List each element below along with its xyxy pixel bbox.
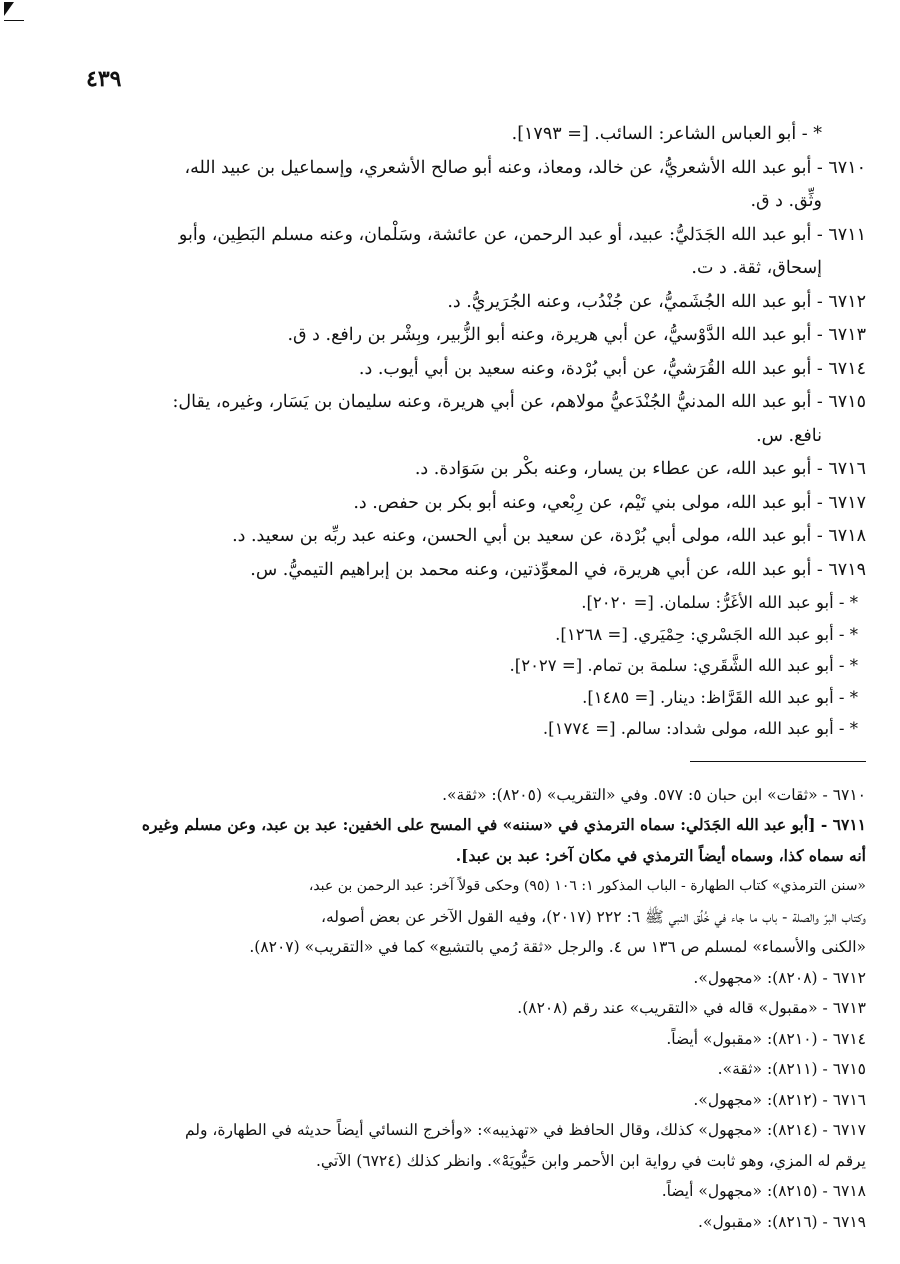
entry-6716: ٦٧١٦ - أبو عبد الله، عن عطاء بن يسار، وعنه بكْر بن سَوَادة. د.: [414, 459, 866, 479]
entry-6718: ٦٧١٨ - أبو عبد الله، مولى أبي بُرْدة، عن سعيد بن أبي الحسن، وعنه عبد ربِّه بن سعيد. د.: [232, 526, 866, 546]
footnote-6711-continuation: أنه سماه كذا، وسماه أيضاً الترمذي في مكان آخر: عبد بن عبد].: [455, 845, 866, 865]
entry-6717: ٦٧١٧ - أبو عبد الله، مولى بني تَيْم، عن رِبْعي، وعنه أبو بكر بن حفص. د.: [353, 492, 866, 513]
entry-cross-reference: * - أبو العباس الشاعر: السائب. [= ١٧٩٣].: [511, 124, 822, 144]
footnotes: [80, 780, 866, 1238]
page-content: [80, 118, 866, 1237]
entry-6715-continuation: نافع. س.: [756, 425, 822, 446]
entry-6710: ٦٧١٠ - أبو عبد الله الأشعريُّ، عن خالد، ومعاذ، وعنه أبو صالح الأشعري، وإسماعيل بن عبيد الله،: [184, 157, 866, 178]
cross-reference-item: * - أبو عبد الله الجَسْري: حِمْيَري. [= ١٢٦٨].: [555, 624, 858, 644]
corner-rule-line: [4, 20, 24, 21]
cross-reference-item: * - أبو عبد الله القَرَّاظ: دينار. [= ١٤٨٥].: [582, 687, 858, 707]
footnote-6711-source-end: «الكنى والأسماء» لمسلم ص ١٣٦ س ٤. والرجل «ثقة رُمي بالتشيع» كما في «التقريب» (٨٢٠٧).: [249, 938, 866, 956]
entry-6719: ٦٧١٩ - أبو عبد الله، عن أبي هريرة، في المعوِّذتين، وعنه محمد بن إبراهيم التيميُّ. س.: [250, 559, 866, 580]
entry-6710-continuation: وثِّق. د ق.: [750, 191, 822, 211]
entry-6712: ٦٧١٢ - أبو عبد الله الجُشَميُّ، عن جُنْدُب، وعنه الجُرَيريُّ. د.: [447, 291, 866, 312]
footnote-6716: ٦٧١٦ - (٨٢١٢): «مجهول».: [693, 1090, 866, 1109]
footnote-6710: ٦٧١٠ - «ثقات» ابن حبان ٥: ٥٧٧. وفي «التقريب» (٨٢٠٥): «ثقة».: [442, 785, 866, 804]
footnote-6712: ٦٧١٢ - (٨٢٠٨): «مجهول».: [693, 968, 866, 987]
cross-reference-item: * - أبو عبد الله الشَّقَري: سلمة بن تمام. [= ٢٠٢٧].: [509, 656, 858, 675]
footnote-6711-source-continuation: وكتاب البرّ والصلة - باب ما جاء في خُلُق النبي ﷺ ٦: ٢٢٢ (٢٠١٧)، وفيه القول الآخر عن بعض أصوله،: [320, 907, 866, 926]
footnote-6711: ٦٧١١ - [أبو عبد الله الجَدَلي: سماه الترمذي في «سننه» في المسح على الخفين: عبد بن عبد، وعن مسلم وغيره: [141, 815, 866, 834]
footnote-divider: [690, 761, 866, 762]
footnote-6717-continuation: يرقم له المزي، وهو ثابت في رواية ابن الأحمر وابن حَيُّويَهْ». وانظر كذلك (٦٧٢٤) الآتي.: [316, 1151, 866, 1170]
footnote-6711-source: «سنن الترمذي» كتاب الطهارة - الباب المذكور ١: ١٠٦ (٩٥) وحكى قولاً آخر: عبد الرحمن بن عبد،: [308, 878, 866, 894]
footnote-6719: ٦٧١٩ - (٨٢١٦): «مقبول».: [698, 1212, 866, 1231]
entry-6713: ٦٧١٣ - أبو عبد الله الدَّوْسيُّ، عن أبي هريرة، وعنه أبو الزُّبير، وبِشْر بن رافع. د ق.: [287, 325, 866, 345]
entry-6715: ٦٧١٥ - أبو عبد الله المدنيُّ الجُنْدَعيُّ مولاهم، عن أبي هريرة، وعنه سليمان بن يَسَار، وغيره، يقال:: [172, 392, 866, 412]
entry-6711: ٦٧١١ - أبو عبد الله الجَدَليُّ: عبيد، أو عبد الرحمن، عن عائشة، وسَلْمان، وعنه مسلم البَطِين، وأبو: [178, 224, 866, 245]
footnote-6717: ٦٧١٧ - (٨٢١٤): «مجهول» كذلك، وقال الحافظ في «تهذيبه»: «وأخرج النسائي أيضاً حديثه في الطهارة، ولم: [184, 1121, 866, 1139]
cross-reference-item: * - أبو عبد الله، مولى شداد: سالم. [= ١٧٧٤].: [542, 719, 858, 738]
cross-reference-item: * - أبو عبد الله الأغَرُّ: سلمان. [= ٢٠٢٠].: [581, 593, 858, 612]
footnote-6713: ٦٧١٣ - «مقبول» قاله في «التقريب» عند رقم (٨٢٠٨).: [517, 999, 866, 1017]
page-number: ٤٣٩: [86, 66, 122, 92]
footnote-6715: ٦٧١٥ - (٨٢١١): «ثقة».: [717, 1060, 866, 1078]
entry-6711-continuation: إسحاق، ثقة. د ت.: [691, 258, 822, 278]
cross-reference-list: [80, 587, 866, 745]
corner-crop-mark: [4, 2, 14, 16]
footnote-6718: ٦٧١٨ - (٨٢١٥): «مجهول» أيضاً.: [661, 1182, 866, 1200]
main-entries: [80, 118, 866, 587]
footnote-6714: ٦٧١٤ - (٨٢١٠): «مقبول» أيضاً.: [666, 1029, 866, 1048]
entry-6714: ٦٧١٤ - أبو عبد الله القُرَشيُّ، عن أبي بُرْدة، وعنه سعيد بن أبي أيوب. د.: [358, 358, 866, 379]
